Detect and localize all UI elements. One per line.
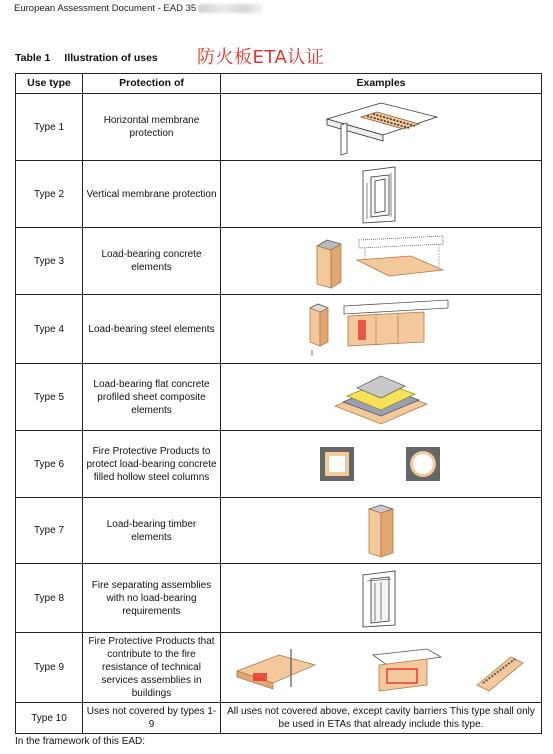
example-cell	[221, 161, 542, 228]
footnote-text: In the framework of this EAD:	[15, 736, 146, 747]
timber-element-illustration	[361, 501, 401, 561]
fire-separating-assembly-illustration	[351, 567, 411, 629]
use-type-cell: Type 1	[16, 94, 83, 161]
use-type-cell: Type 4	[16, 295, 83, 364]
protection-cell: Horizontal membrane protection	[83, 94, 221, 161]
example-cell	[221, 498, 542, 564]
example-cell	[221, 295, 542, 364]
table-number: Table 1	[15, 52, 51, 64]
document-header-text: European Assessment Document - EAD 35	[14, 3, 197, 14]
use-type-cell: Type 8	[16, 564, 83, 633]
table-row	[16, 431, 542, 498]
table-row	[16, 94, 542, 161]
use-type-cell: Type 10	[16, 703, 83, 734]
protection-cell: Fire Protective Products that contribute to the fire resistance of technical services assemblies in buildings	[83, 633, 221, 703]
header-protection: Protection of	[83, 74, 221, 94]
concrete-elements-illustration	[311, 230, 451, 292]
example-text-cell: All uses not covered above, except cavity barriers This type shall only be used in ETAs that already include this type.	[221, 703, 542, 734]
document-header	[14, 3, 262, 14]
example-cell	[221, 633, 542, 703]
protection-cell: Uses not covered by types 1-9	[83, 703, 221, 734]
horizontal-membrane-illustration	[321, 97, 441, 157]
protection-cell: Vertical membrane protection	[83, 161, 221, 228]
use-type-cell: Type 6	[16, 431, 83, 498]
example-cell	[221, 228, 542, 295]
header-use-type: Use type	[16, 74, 83, 94]
table-row	[16, 228, 542, 295]
table-row	[16, 364, 542, 431]
composite-slab-illustration	[331, 366, 431, 428]
protection-cell: Load-bearing concrete elements	[83, 228, 221, 295]
use-type-cell: Type 7	[16, 498, 83, 564]
use-type-cell: Type 3	[16, 228, 83, 295]
header-examples: Examples	[221, 74, 542, 94]
watermark-text: 防火板ETA认证	[197, 47, 325, 68]
table-caption	[15, 52, 158, 64]
protection-cell: Load-bearing steel elements	[83, 295, 221, 364]
table-row	[16, 295, 542, 364]
steel-elements-illustration	[306, 298, 456, 360]
table-row	[16, 633, 542, 703]
example-cell	[221, 431, 542, 498]
example-cell	[221, 94, 542, 161]
uses-table	[15, 73, 542, 734]
technical-services-illustration	[231, 637, 531, 699]
use-type-cell: Type 5	[16, 364, 83, 431]
protection-cell: Fire Protective Products to protect load-bearing concrete filled hollow steel columns	[83, 431, 221, 498]
use-type-cell: Type 9	[16, 633, 83, 703]
use-type-cell: Type 2	[16, 161, 83, 228]
table-header-row	[16, 74, 542, 94]
protection-cell: Load-bearing flat concrete profiled sheet composite elements	[83, 364, 221, 431]
hollow-column-section-illustration	[306, 444, 456, 484]
table-row	[16, 161, 542, 228]
protection-cell: Fire separating assemblies with no load-bearing requirements	[83, 564, 221, 633]
table-row	[16, 564, 542, 633]
vertical-membrane-illustration	[351, 163, 411, 225]
table-row	[16, 498, 542, 564]
example-cell	[221, 364, 542, 431]
table-title: Illustration of uses	[64, 52, 158, 64]
redacted-number	[198, 4, 262, 13]
example-cell	[221, 564, 542, 633]
table-row	[16, 703, 542, 734]
protection-cell: Load-bearing timber elements	[83, 498, 221, 564]
